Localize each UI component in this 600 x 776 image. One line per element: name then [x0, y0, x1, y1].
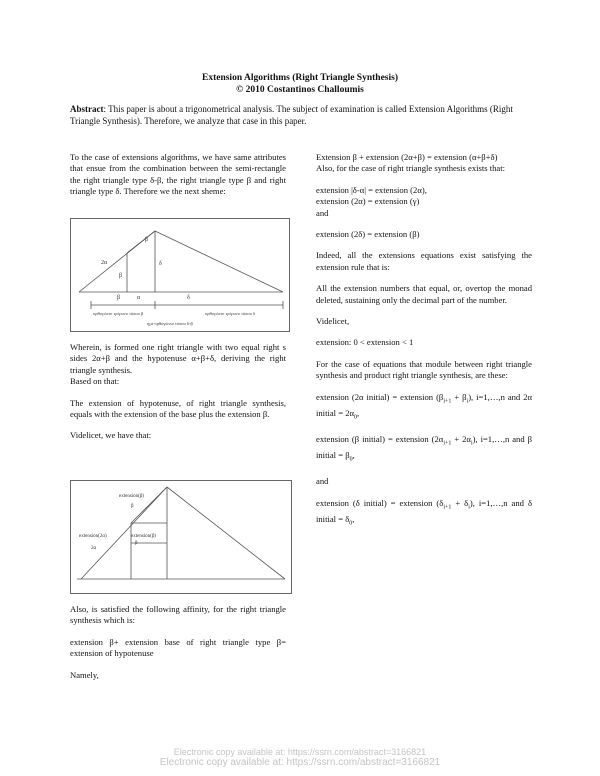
paragraph: For the case of equations that module between right triangle synthesis and product right triangle synthesis, are these:	[316, 358, 532, 381]
paragraph: The extension of hypotenuse, of right triangle synthesis, equals with the extension of the base plus the extension β.	[70, 397, 286, 420]
equation-line: extension (2δ) = extension (β)	[316, 229, 420, 240]
paper-title: Extension Algorithms (Right Triangle Synthesis)	[201, 73, 398, 83]
paragraph: To the case of extensions algorithms, we have same attributes that ensue from the combination between the semi-rectangle the right triangle type δ-β, the right triangle type β and right triangle type δ. Therefore we the next sheme:	[70, 152, 286, 197]
fig2-label: extension(β)	[131, 534, 157, 539]
right-column	[316, 152, 532, 540]
paragraph: All the extension numbers that equal, or, overtop the monad deleted, sustaining only the decimal part of the number.	[316, 283, 532, 305]
abstract	[70, 103, 540, 127]
figure-extension-synthesis	[70, 480, 292, 594]
fig1-label: β	[117, 295, 121, 301]
equation-delta-initial: extension (δ initial) = extension $(\delta_{i+1} + \delta_i)$, i=1,…,n and δ initial = $\delta_0$,	[316, 497, 532, 527]
fig1-label: β	[119, 273, 123, 279]
fig1-caption: ορθογώνιο τρίγωνο τύπου δ	[205, 311, 256, 316]
abstract-label: Abstract	[70, 104, 104, 114]
fig1-label: 2α	[101, 260, 108, 266]
paragraph: Videlicet, we have that:	[70, 430, 152, 441]
fig1-label: δ	[159, 261, 162, 267]
paragraph: Videlicet,	[316, 316, 350, 327]
paragraph: Wherein, is formed one right triangle with two equal right s sides 2α+β and the hypotenuse α+β+δ, deriving the right triangle synthesis.	[70, 342, 286, 375]
fig2-label: 2α	[91, 546, 97, 551]
paragraph: Also, for the case of right triangle synthesis exists that:	[316, 163, 506, 174]
abstract-text: : This paper is about a trigonometrical analysis. The subject of examination is called Extension Algorithms (Right Triangle Synthesis). Therefore, we analyze that case in this paper.	[70, 104, 513, 126]
left-column-continued	[70, 342, 286, 452]
figure-triangle-synthesis	[70, 218, 290, 332]
fig2-label: β	[135, 541, 138, 546]
copyright-line: © 2010 Costantinos Challoumis	[236, 85, 364, 95]
paragraph: Also, is satisfied the following affinity, for the right triangle synthesis which is:	[70, 604, 286, 626]
paragraph: Indeed, all the extensions equations exist satisfying the extension rule that is:	[316, 250, 532, 272]
footer-watermark: Electronic copy available at: https://ssrn.com/abstract=3166821	[159, 757, 441, 768]
footer-watermark: Electronic copy available at: https://ssrn.com/abstract=3166821	[173, 747, 427, 757]
fig2-label: extension(β)	[119, 494, 145, 499]
left-column	[70, 152, 286, 208]
paragraph: and	[316, 476, 329, 487]
paragraph: Based on that:	[70, 376, 120, 387]
fig1-caption: ημι-ορθογώνιο τύπου δ-β	[147, 321, 193, 326]
left-column-end	[70, 604, 286, 691]
equation-line: extension |δ-α| = extension (2α),	[316, 184, 427, 195]
fig1-label: α	[137, 295, 141, 301]
paragraph: Namely,	[70, 669, 99, 680]
equation-line: extension: 0 < extension < 1	[316, 337, 414, 348]
paragraph: extension β+ extension base of right triangle type β= extension of hypotenuse	[70, 636, 286, 659]
fig1-caption: ορθογώνιο τρίγωνο τύπου β	[93, 311, 144, 316]
fig1-label: β	[145, 237, 149, 243]
equation-line: Extension β + extension (2α+β) = extension (α+β+δ)	[316, 152, 498, 162]
equation-line: extension (2α) = extension (γ)	[316, 196, 420, 207]
fig2-label: extension(2α)	[79, 534, 107, 539]
paragraph: and	[316, 207, 329, 218]
equation-2a-initial: extension (2α initial) = extension $(\beta_{i+1} + \beta_i)$, i=1,…,n and 2α initial = $2\alpha_0$,	[316, 391, 532, 421]
equation-beta-initial: extension (β initial) = extension $(2\alpha_{i+1} + 2\alpha_i)$, i=1,…,n and β initial = $\beta_0$,	[316, 433, 532, 463]
fig2-label: β	[131, 504, 134, 509]
fig1-label: δ	[187, 295, 190, 301]
